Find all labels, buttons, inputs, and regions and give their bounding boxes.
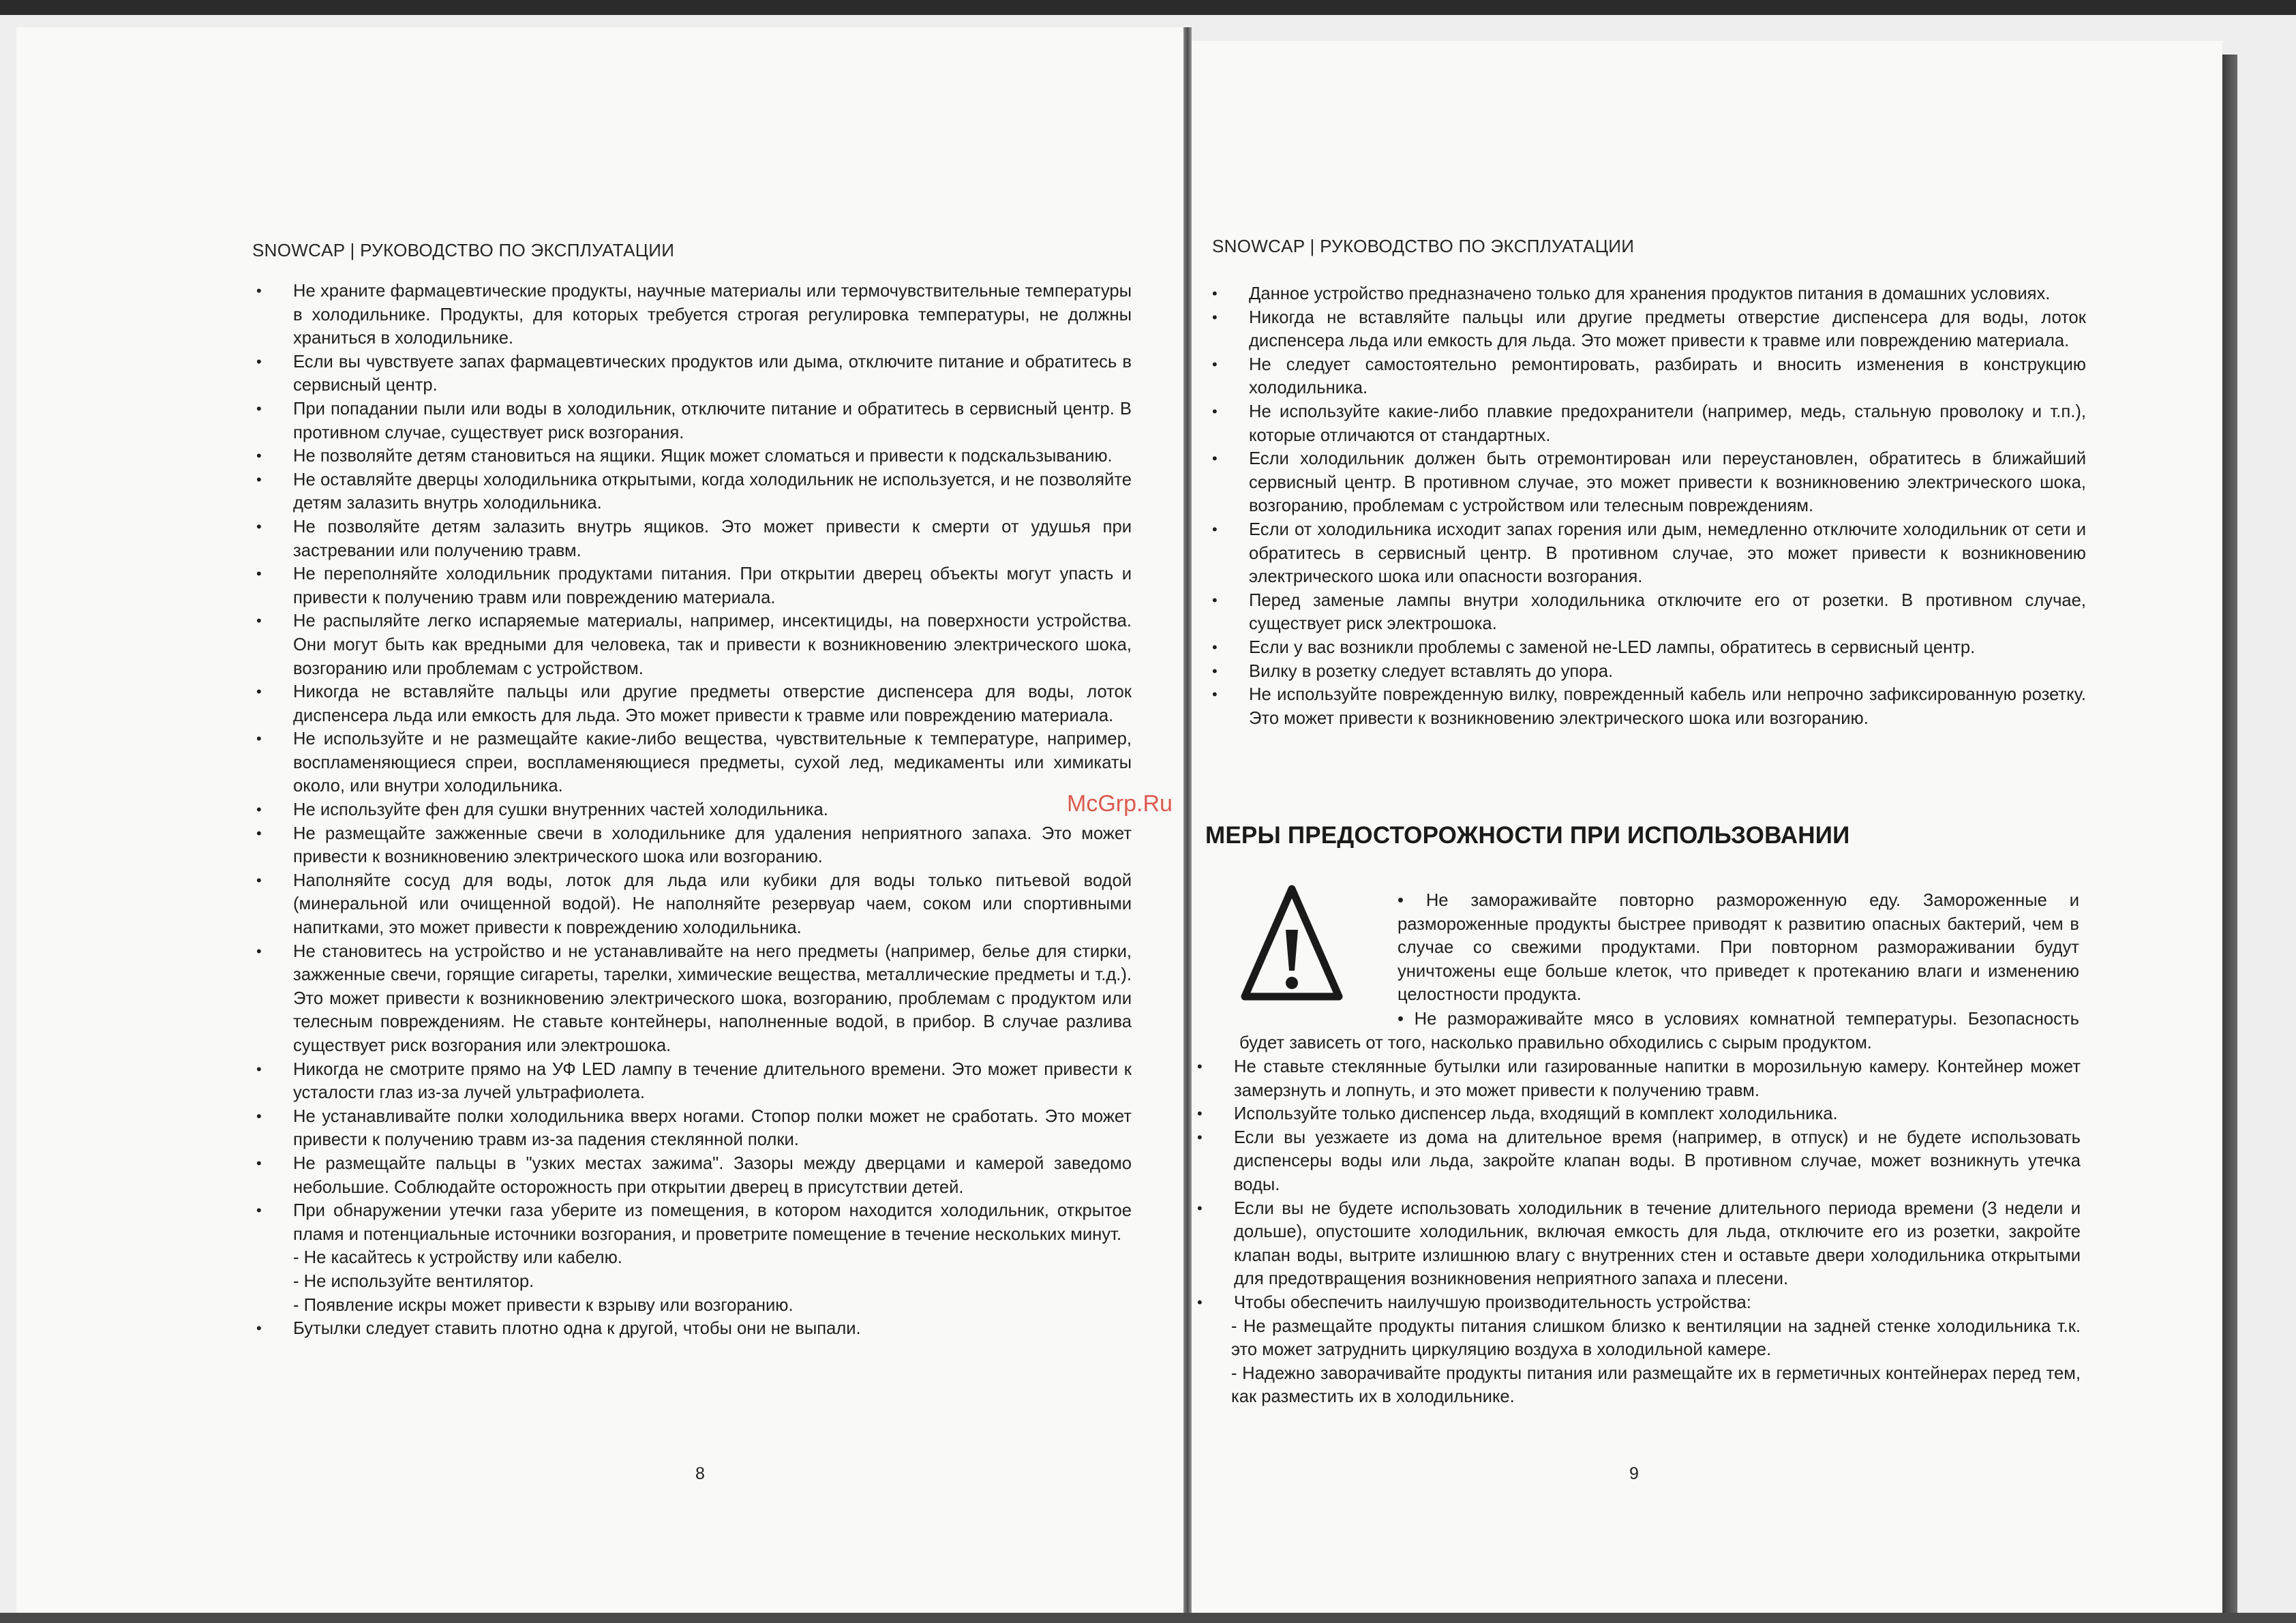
right-bullet-list-2 (1194, 1055, 2081, 1409)
list-item: • Если от холодильника исходит запах горения или дым, немедленно отключите холодильник от сети и обратитесь в сервисный центр. В противном случае, это может привести к возникновению электрического шока или опасности возгорания. (1209, 518, 2086, 589)
bullet-dot: • (256, 1320, 262, 1337)
bullet-dot: • (256, 1202, 262, 1219)
page-number-right: 9 (1629, 1464, 1639, 1483)
bullet-dot: • (1212, 402, 1218, 420)
list-item: • Не распыляйте легко испаряемые материалы, например, инсектициды, на поверхности устройства. Они могут быть как вредными для человека, так и привести к возникновению электрического шока, возгоранию или проблемам с устройством. (254, 609, 1132, 680)
bullet-dot: • (1197, 1105, 1203, 1123)
list-item: • Перед заменые лампы внутри холодильника отключите его от розетки. В противном случае, существует риск электрошока. (1209, 589, 2086, 636)
page-header-left: SNOWCAP | РУКОВОДСТВО ПО ЭКСПЛУАТАЦИИ (252, 240, 675, 260)
bullet-dot: • (256, 683, 262, 701)
list-item: • Не устанавливайте полки холодильника вверх ногами. Стопор полки может не сработать. Это может привести к получению травм из-за падения стеклянной полки. (254, 1105, 1132, 1152)
bullet-dot: • (1212, 520, 1218, 538)
perf-subitem: - Надежно заворачивайте продукты питания или размещайте их в герметичных контейнерах перед тем, как разместить их в холодильнике. (1231, 1363, 2081, 1407)
bullet-dot: • (256, 447, 262, 465)
bullet-dot: • (256, 801, 262, 819)
bullet-dot: • (256, 399, 262, 417)
list-item: • Данное устройство предназначено только для хранения продуктов питания в домашних условиях. (1209, 282, 2086, 306)
list-item: • Не размещайте пальцы в "узких местах зажима". Зазоры между дверцами и камерой заведомо небольшие. Соблюдайте осторожность при открытии дверец в присутствии детей. (254, 1152, 1132, 1199)
list-item: • Не используйте и не размещайте какие-либо вещества, чувствительные к температуре, например, воспламеняющиеся спреи, воспламеняющиеся предметы, сухой лед, медикаменты или химикаты около, или внутри холодильника. (254, 727, 1132, 798)
bullet-dot: • (1197, 1128, 1203, 1146)
list-item: • Не следует самостоятельно ремонтировать, разбирать и вносить изменения в конструкцию холодильника. (1209, 353, 2086, 400)
bullet-dot: • (256, 730, 262, 748)
list-item: • Не оставляйте дверцы холодильника открытыми, когда холодильник не используется, и не позволяйте детям залазить внутрь холодильника. (254, 468, 1132, 515)
bullet-dot: • (256, 282, 262, 299)
list-item: • Не размещайте зажженные свечи в холодильнике для удаления неприятного запаха. Это может привести к возникновению электрического шока или возгоранию. (254, 822, 1132, 869)
page-edge-shadow (2222, 55, 2237, 1613)
gas-subitem: - Появление искры может привести к взрыву или возгоранию. (293, 1295, 794, 1315)
bullet-dot: • (256, 824, 262, 842)
bullet-dot: • (256, 612, 262, 630)
watermark: McGrp.Ru (1067, 791, 1173, 817)
list-item: • Не используйте фен для сушки внутренних частей холодильника. (254, 798, 1132, 822)
list-item: • Используйте только диспенсер льда, входящий в комплект холодильника. (1194, 1102, 2081, 1126)
bullet-dot: • (1197, 1293, 1203, 1311)
section-title: МЕРЫ ПРЕДОСТОРОЖНОСТИ ПРИ ИСПОЛЬЗОВАНИИ (1205, 822, 1850, 849)
bullet-dot: • (1212, 308, 1218, 326)
list-item: • Не храните фармацевтические продукты, научные материалы или термочувствительные температуры в холодильнике. Продукты, для которых требуется строгая регулировка температуры, не должны храниться в холодильнике. (254, 279, 1132, 350)
scan-edge-top (0, 0, 2296, 15)
bullet-dot: • (256, 1154, 262, 1172)
list-item: • Не позволяйте детям становиться на ящики. Ящик может сломаться и привести к подскальзыванию. (254, 444, 1132, 468)
list-item: • Не позволяйте детям залазить внутрь ящиков. Это может привести к смерти от удушья при застревании или получению травм. (254, 515, 1132, 562)
scan-edge-bottom (0, 1613, 2296, 1623)
list-item: • Не используйте поврежденную вилку, поврежденный кабель или непрочно зафиксированную розетку. Это может привести к возникновению электрического шока или возгоранию. (1209, 683, 2086, 730)
list-item: • Чтобы обеспечить наилучшую производительность устройства: - Не размещайте продукты питания слишком близко к вентиляции на задней стенке холодильника т.к. это может затруднить циркуляцию воздуха в холодильной камере. - Надежно заворачивайте продукты питания или размещайте их в герметичных контейнерах перед тем, как разместить их в холодильнике. (1194, 1291, 2081, 1409)
gas-subitem: - Не используйте вентилятор. (293, 1271, 534, 1291)
bullet-dot: • (256, 1107, 262, 1125)
bullet-dot: • (1197, 1199, 1203, 1217)
bullet-dot: • (1212, 686, 1218, 703)
list-item: • При попадании пыли или воды в холодильник, отключите питание и обратитесь в сервисный центр. В противном случае, существует риск возгорания. (254, 397, 1132, 444)
frozen-food-item: • Не замораживайте повторно размороженную еду. Замороженные и размороженные продукты быстрее приводят к развитию опасных бактерий, чем в случае со свежими продуктами. При повторном размораживании будут уничтожены еще больше клеток, что приведет к протеканию влаги и изменению целостности продукта. (1398, 891, 2079, 1005)
bullet-dot: • (256, 565, 262, 583)
right-bullet-list (1209, 282, 2086, 730)
bullet-dot: • (256, 942, 262, 960)
list-item: • Если вы уезжаете из дома на длительное время (например, в отпуск) и не будете использовать диспенсеры воды или льда, закройте клапан воды. В противном случае, может возникнуть утечка воды. (1194, 1126, 2081, 1197)
list-item: • Никогда не вставляйте пальцы или другие предметы отверстие диспенсера для воды, лоток диспенсера льда или емкость для льда. Это может привести к травме или повреждению материала. (254, 680, 1132, 727)
bullet-dot: • (256, 871, 262, 889)
perf-subitem: - Не размещайте продукты питания слишком близко к вентиляции на задней стенке холодильника т.к. это может затруднить циркуляцию воздуха в холодильной камере. (1231, 1316, 2081, 1360)
page-header-right: SNOWCAP | РУКОВОДСТВО ПО ЭКСПЛУАТАЦИИ (1212, 236, 1635, 256)
list-item: • Если холодильник должен быть отремонтирован или переустановлен, обратитесь в ближайший сервисный центр. В противном случае, это может привести к возникновению электрического шока, возгоранию, проблемам с устройством или телесным повреждениям. (1209, 447, 2086, 518)
bullet-dot: • (256, 470, 262, 488)
frozen-meat-item: • Не размораживайте мясо в условиях комнатной температуры. Безопасность будет зависеть от того, насколько правильно обходились с сырым продуктом. (1239, 1010, 2079, 1052)
bullet-dot: • (1212, 285, 1218, 302)
bullet-dot: • (1212, 591, 1218, 609)
list-item: • Если вы чувствуете запах фармацевтических продуктов или дыма, отключите питание и обратитесь в сервисный центр. (254, 350, 1132, 397)
bullet-dot: • (256, 1060, 262, 1078)
bullet-dot: • (1212, 450, 1218, 468)
list-item: • Бутылки следует ставить плотно одна к другой, чтобы они не выпали. (254, 1317, 1132, 1341)
bullet-dot: • (1212, 662, 1218, 680)
bullet-dot: • (1212, 355, 1218, 373)
bullet-dot: • (256, 517, 262, 535)
warning-triangle-icon (1241, 883, 1343, 1006)
left-bullet-list (254, 279, 1132, 1341)
page-number-left: 8 (695, 1464, 705, 1483)
list-item: • Вилку в розетку следует вставлять до упора. (1209, 660, 2086, 684)
list-item: • Никогда не смотрите прямо на УФ LED лампу в течение длительного времени. Это может привести к усталости глаз из-за лучей ультрафиолета. (254, 1058, 1132, 1105)
list-item: • Если вы не будете использовать холодильник в течение длительного периода времени (3 недели и дольше), опустошите холодильник, включая емкость для льда, отключите его из розетки, закройте клапан воды, вытрите излишнюю влагу с внутренних стен и оставьте двери холодильника открытыми для предотвращения возникновения неприятного запаха и плесени. (1194, 1197, 2081, 1291)
bullet-dot: • (256, 352, 262, 370)
list-item: • Не ставьте стеклянные бутылки или газированные напитки в морозильную камеру. Контейнер может замерзнуть и лопнуть, и это может привести к получению травм. (1194, 1055, 2081, 1102)
list-item: • Если у вас возникли проблемы с заменой не-LED лампы, обратитесь в сервисный центр. (1209, 636, 2086, 660)
gas-subitem: - Не касайтесь к устройству или кабелю. (293, 1248, 622, 1268)
list-item: • Не переполняйте холодильник продуктами питания. При открытии дверец объекты могут упасть и привести к получению травм или повреждению материала. (254, 562, 1132, 609)
bullet-dot: • (1212, 638, 1218, 656)
list-item: • Наполняйте сосуд для воды, лоток для льда или кубики для воды только питьевой водой (минеральной или очищенной водой). Не наполняйте резервуар чаем, соком или спортивными напитками, это может привести к повреждению холодильника. (254, 869, 1132, 940)
book-binding (1183, 27, 1192, 1613)
list-item: • Никогда не вставляйте пальцы или другие предметы отверстие диспенсера для воды, лоток диспенсера льда или емкость для льда. Это может привести к травме или повреждению материала. (1209, 306, 2086, 353)
bullet-dot: • (1197, 1058, 1203, 1075)
list-item: • Не становитесь на устройство и не устанавливайте на него предметы (например, белье для стирки, зажженные свечи, горящие сигареты, тарелки, химические вещества, металлические предметы и т.д.). Это может привести к возникновению электрического шока, возгоранию, проблемам с продуктом или телесным повреждениям. Не ставьте контейнеры, наполненные водой, в прибор. В случае разлива существует риск возгорания или электрошока. (254, 940, 1132, 1058)
list-item: • При обнаружении утечки газа уберите из помещения, в котором находится холодильник, открытое пламя и потенциальные источники возгорания, и проветрите помещение в течение нескольких минут. - Не касайтесь к устройству или кабелю. - Не используйте вентилятор. - Появление искры может привести к взрыву или возгоранию. (254, 1199, 1132, 1317)
list-item: • Не используйте какие-либо плавкие предохранители (например, медь, стальную проволоку и т.п.), которые отличаются от стандартных. (1209, 400, 2086, 447)
